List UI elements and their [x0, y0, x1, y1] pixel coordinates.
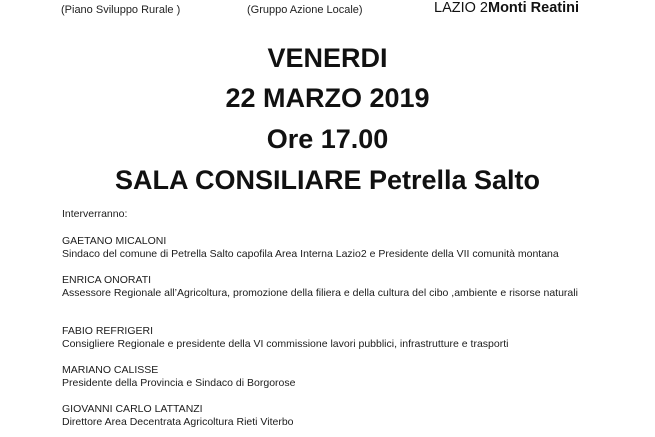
gal-lazio-prefix: LAZIO 2	[434, 0, 488, 16]
speaker-role: Sindaco del comune di Petrella Salto capofila Area Interna Lazio2 e Presidente della VII comunità montana	[62, 247, 559, 260]
speaker-entry	[62, 325, 508, 350]
speaker-role: Direttore Area Decentrata Agricoltura Rieti Viterbo	[62, 415, 294, 428]
speaker-name: FABIO REFRIGERI	[62, 325, 154, 337]
gal-lazio-label	[434, 0, 579, 16]
speaker-name: ENRICA ONORATI	[62, 274, 152, 286]
gal-lazio-bold: Monti Reatini	[488, 0, 580, 16]
gal-label: (Gruppo Azione Locale)	[247, 4, 363, 16]
speaker-role: Assessore Regionale all’Agricoltura, promozione della filiera e della cultura del cibo ,ambiente e risorse naturali	[62, 286, 578, 299]
event-day: VENERDI	[267, 43, 388, 73]
speaker-role: Consigliere Regionale e presidente della VI commissione lavori pubblici, infrastrutture e trasporti	[62, 337, 509, 350]
speakers-intro: Interverranno:	[62, 208, 128, 220]
event-date: 22 MARZO 2019	[225, 83, 430, 113]
speaker-entry	[62, 364, 295, 389]
speaker-entry	[62, 235, 559, 260]
speaker-entry	[62, 274, 582, 299]
psr-label: (Piano Sviluppo Rurale )	[61, 4, 181, 16]
event-place: SALA CONSILIARE Petrella Salto	[114, 165, 541, 195]
speaker-role: Presidente della Provincia e Sindaco di Borgorose	[62, 376, 296, 389]
speaker-name: GAETANO MICALONI	[62, 235, 167, 247]
speaker-name: GIOVANNI CARLO LATTANZI	[62, 403, 203, 415]
speaker-name: MARIANO CALISSE	[62, 364, 159, 376]
speaker-entry	[62, 403, 294, 428]
event-time: Ore 17.00	[266, 124, 389, 154]
